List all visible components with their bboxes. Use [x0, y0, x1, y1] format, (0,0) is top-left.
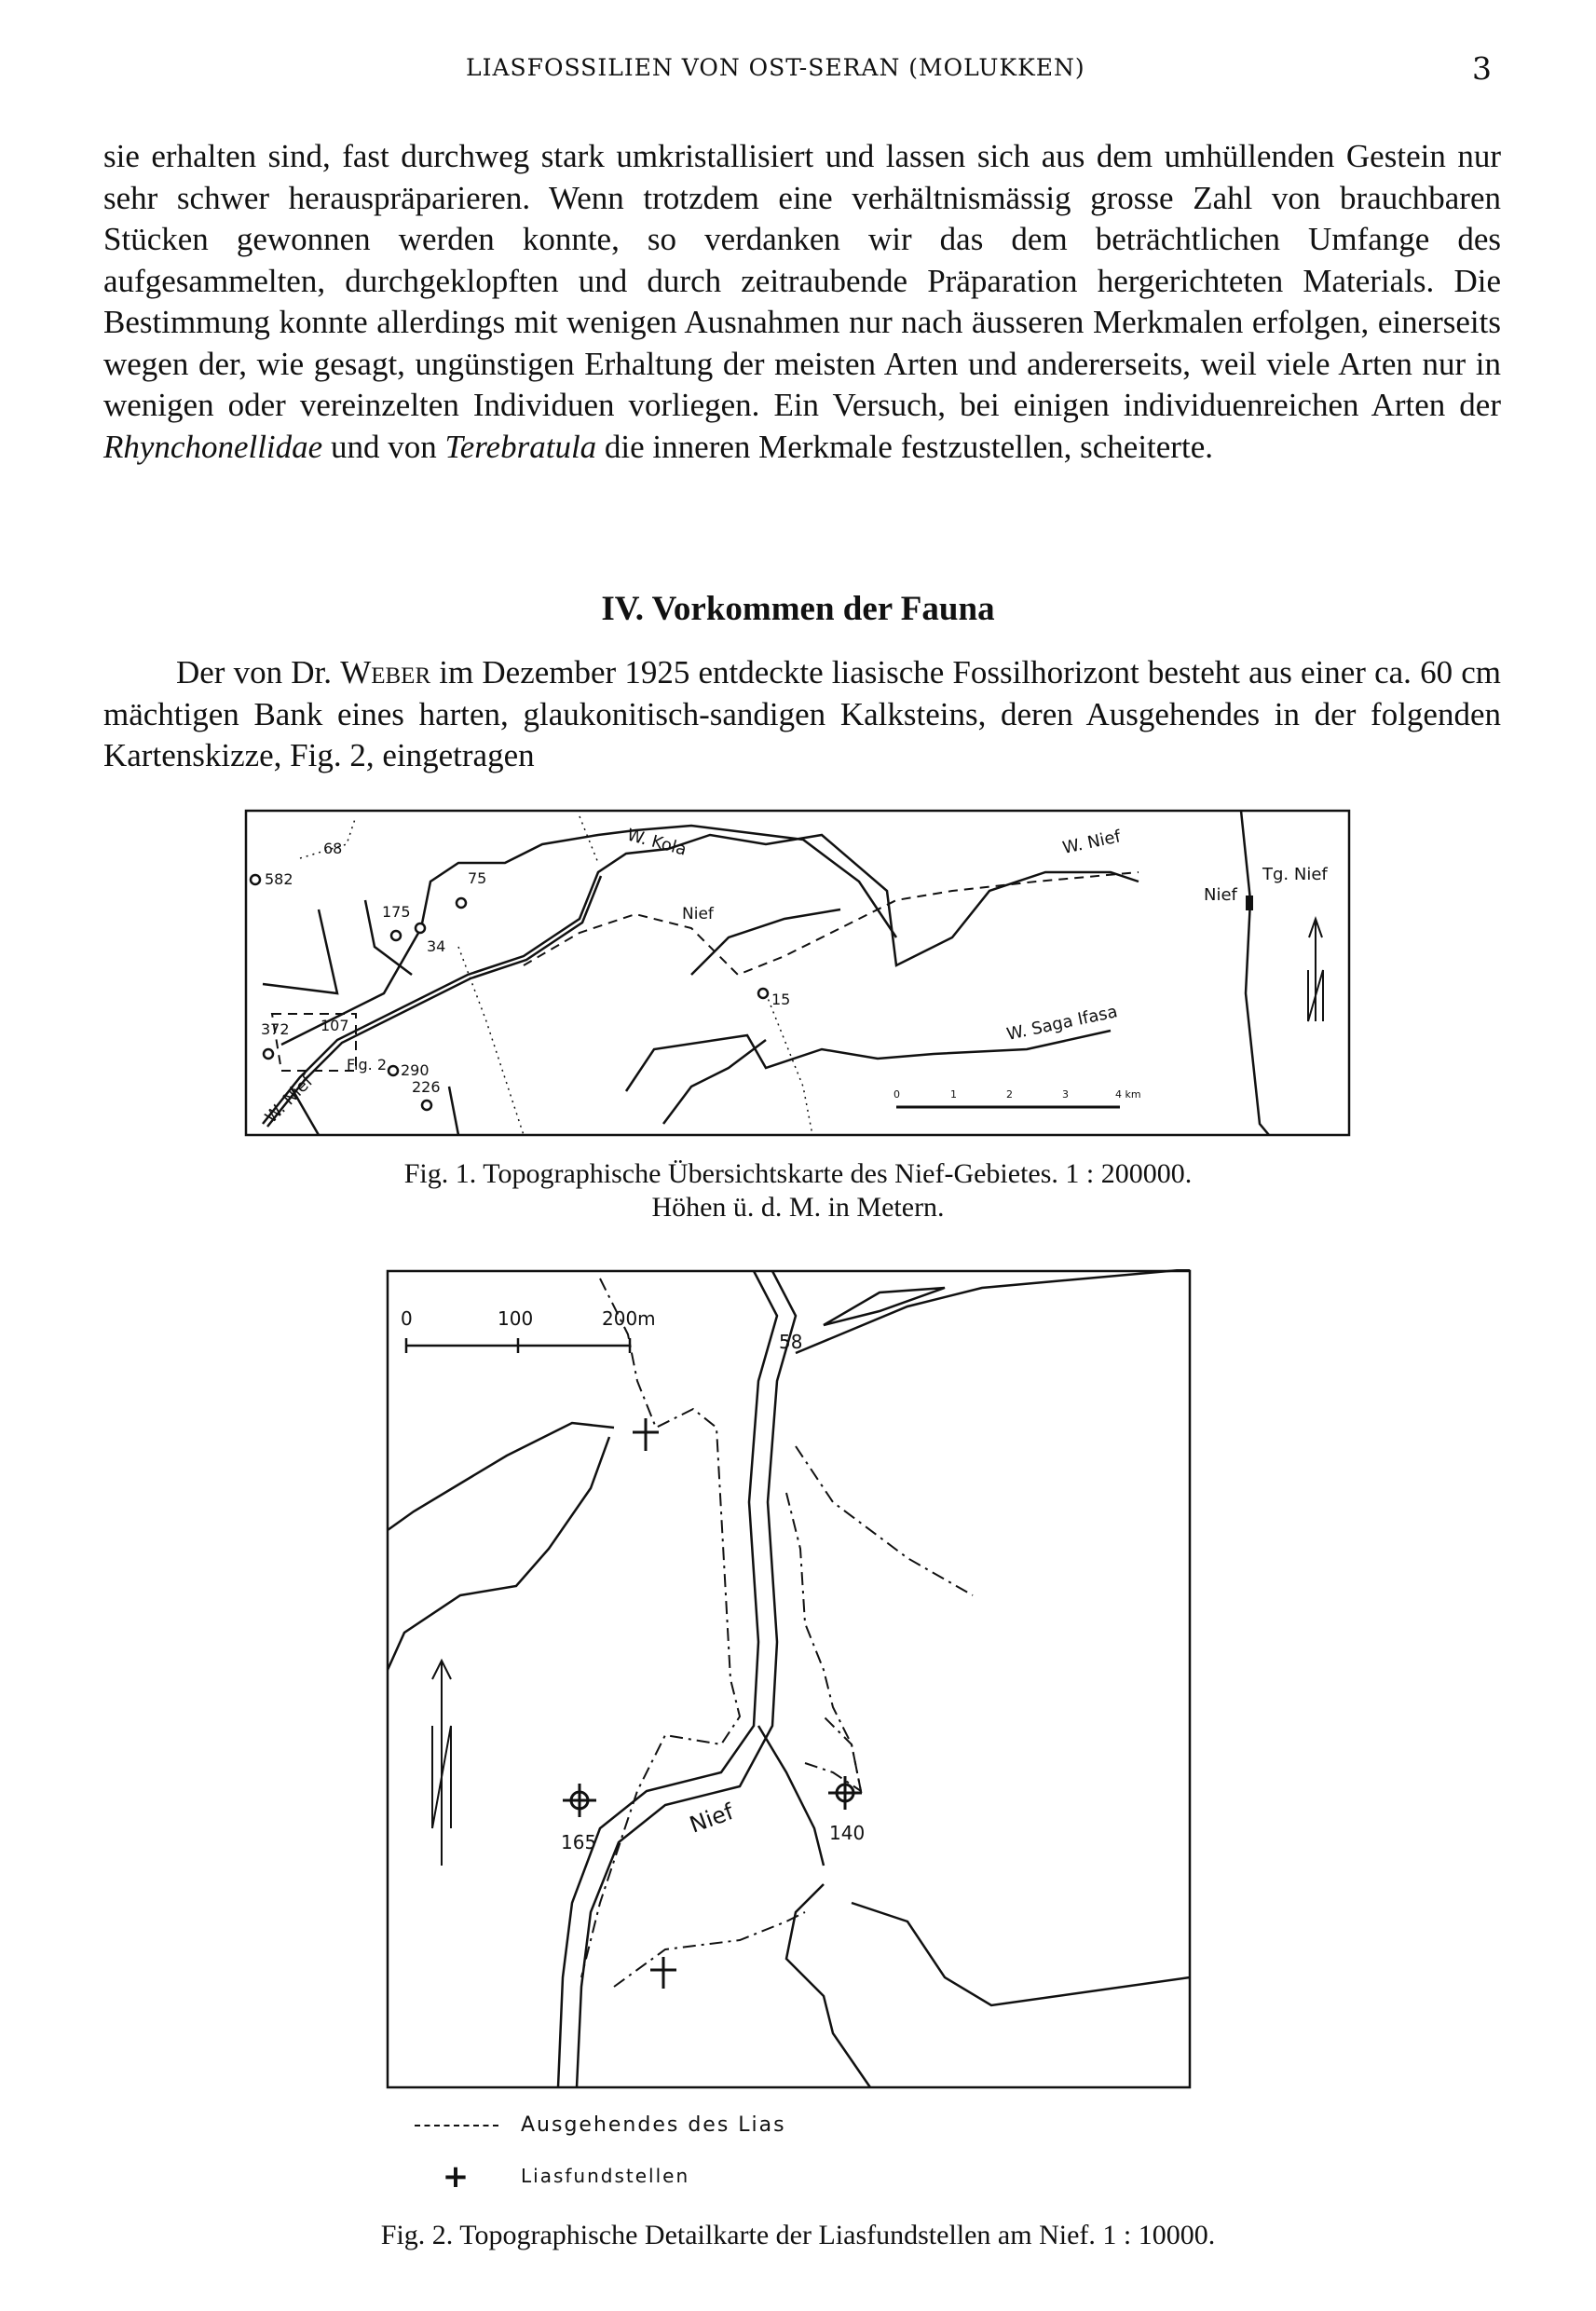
- figure-2-caption: Fig. 2. Topographische Detailkarte der Liasfundstellen am Nief. 1 : 10000.: [380, 2220, 1216, 2250]
- label-68: 68: [323, 840, 343, 857]
- text: die inneren Merkmale festzustellen, scheiterte.: [596, 428, 1213, 465]
- label-290: 290: [401, 1061, 430, 1079]
- legend-label: Ausgehendes des Lias: [521, 2113, 786, 2137]
- label-75: 75: [468, 869, 487, 887]
- text: und von: [322, 428, 445, 465]
- label-226: 226: [412, 1078, 441, 1096]
- north-arrow-icon: [1308, 919, 1323, 1021]
- text: sie erhalten sind, fast durchweg stark umkristallisiert und lassen sich aus dem umhüllenden Gestein nur sehr schwer herauspräparieren. Wenn trotzdem eine verhältnismässig grosse Zahl von brauchbaren Stücken gewonnen werden konnte, so verdanken wir das dem beträchtlichen Umfange des aufgesammelten, durchgeklopften und durch zeitraubende Präparation hergerichteten Materials. Die Bestimmung konnte allerdings mit wenigen Ausnahmen nur nach äusseren Merkmalen erfolgen, einerseits wegen der, wie gesagt, ungünstigen Erhaltung der meisten Arten und andererseits, weil viele Arten nur in wenigen oder vereinzelten Individuen vorliegen. Ein Versuch, bei einigen individuenreichen Arten der: [103, 138, 1501, 423]
- label-165: 165: [561, 1831, 597, 1853]
- scale-tick: 2: [1006, 1088, 1013, 1101]
- label-15: 15: [771, 991, 791, 1008]
- figure-2-map: [386, 1269, 1193, 2091]
- figure-1-caption-line-2: Höhen ü. d. M. in Metern.: [651, 1192, 945, 1223]
- label-nief: Nief: [686, 1798, 738, 1839]
- paragraph-2: [103, 652, 1501, 777]
- running-title: LIASFOSSILIEN VON OST-SERAN (MOLUKKEN): [466, 54, 1085, 81]
- text: im Dezember 1925 entdeckte liasische Fossilhorizont besteht aus einer ca. 60 cm mächtigen Bank eines harten, glaukonitisch-sandigen Kalksteins, deren Ausgehendes in der folgenden Kartenskizze, Fig. 2, eingetragen: [103, 654, 1502, 773]
- label-w-nief-east: W. Nief: [1060, 827, 1123, 858]
- label-w-nief-west: W. Nief: [261, 1072, 318, 1128]
- river-w-nief: [263, 835, 1139, 1124]
- label-fig2: Fig. 2: [347, 1056, 387, 1073]
- scale-tick: 0: [893, 1088, 900, 1101]
- map-frame: [388, 1271, 1190, 2087]
- scale-tick: 200m: [602, 1307, 656, 1330]
- label-nief: Nief: [682, 905, 714, 923]
- label-372: 372: [261, 1020, 290, 1038]
- label-175: 175: [382, 903, 411, 921]
- label-nief: Nief: [1204, 885, 1237, 905]
- italic-term: Terebratula: [444, 428, 597, 465]
- river-nief: [558, 1271, 777, 2087]
- paragraph-1: [103, 136, 1501, 468]
- label-w-sagaifasa: W. Saga Ifasa: [1004, 1002, 1120, 1045]
- italic-term: Rhynchonellidae: [103, 428, 323, 465]
- legend-label: Liasfundstellen: [521, 2165, 690, 2187]
- label-58: 58: [779, 1331, 803, 1353]
- village-nief: [1246, 896, 1253, 910]
- legend-item-outcrop: [415, 2113, 786, 2137]
- river-w-kola: [281, 826, 896, 1045]
- scale-tick: 0: [401, 1307, 413, 1330]
- figure-1-map: [244, 807, 1353, 1139]
- scale-tick: 3: [1062, 1088, 1069, 1101]
- scale-tick: 100: [498, 1307, 534, 1330]
- label-582: 582: [265, 870, 293, 888]
- label-w-kola: W. Kola: [624, 825, 689, 860]
- text: Der von Dr.: [176, 654, 341, 691]
- north-arrow-icon: [432, 1661, 451, 1866]
- scale-tick: 1: [950, 1088, 957, 1101]
- label-107: 107: [321, 1017, 349, 1034]
- author-name: Weber: [340, 654, 431, 691]
- label-140: 140: [829, 1822, 866, 1844]
- label-tg-nief: Tg. Nief: [1262, 865, 1328, 884]
- scale-tick: 4 km: [1115, 1088, 1141, 1101]
- figure-1-caption: Fig. 1. Topographische Übersichtskarte des Nief-Gebietes. 1 : 200000.: [403, 1158, 1193, 1189]
- cross-icon: +: [442, 2158, 471, 2195]
- legend-item-fossil-site: [415, 2158, 689, 2195]
- height-point: [251, 875, 260, 884]
- label-34: 34: [427, 937, 446, 955]
- page-number: 3: [1472, 50, 1492, 87]
- dash-dot-line-icon: [415, 2125, 498, 2126]
- section-heading: IV. Vorkommen der Fauna: [601, 590, 995, 628]
